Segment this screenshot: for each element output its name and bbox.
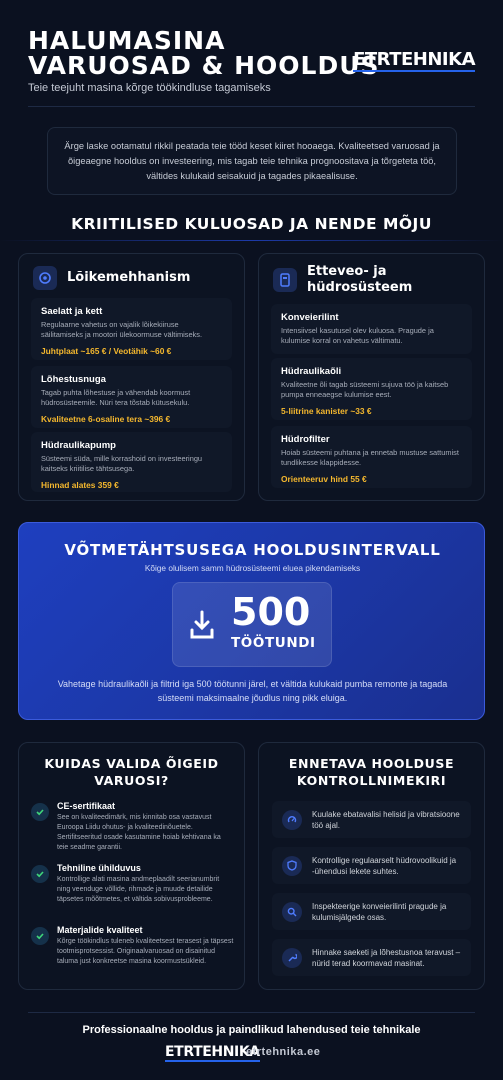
gear-icon [33, 266, 57, 290]
part-item [271, 304, 472, 354]
part-item [31, 298, 232, 360]
checklist-item [272, 939, 471, 976]
feed-card-title: Etteveo- ja hüdrosüsteem [307, 264, 413, 295]
check-icon [31, 803, 49, 821]
part-title: Lõhestusnuga [41, 374, 106, 385]
part-price: Juhtplaat ~165 € / Veotähik ~60 € [41, 346, 172, 356]
part-price: Kvaliteetne 6-osaline tera ~396 € [41, 414, 171, 424]
part-title: Saelatt ja kett [41, 306, 103, 317]
hydraulic-icon [273, 268, 297, 292]
part-item [271, 358, 472, 420]
part-desc: Tagab puhta lõhestuse ja vähendab koormust hüdrosüsteemile. Nüri tera tõstab kütusekulu. [41, 388, 191, 407]
part-price: 5-liitrine kanister ~33 € [281, 406, 372, 416]
criteria-desc: Kõrge töökindlus tuleneb kvaliteetsest terasest ja täpsest tootmisprotsessist. Originaalvaruosad on disainitud taluma just konkreetse masina koormustsükleid. [57, 938, 234, 965]
checklist-item [272, 893, 471, 930]
checklist-title-line-1: ENNETAVA HOOLDUSE [288, 756, 455, 771]
critical-section-title: KRIITILISED KULUOSAD JA NENDE MÕJU [71, 215, 432, 233]
checklist-text: Inspekteerige konveierilinti pragude ja kulumisjälgede osas. [312, 901, 447, 922]
choose-card-title [19, 755, 244, 789]
criteria-item [31, 801, 234, 853]
page-title [28, 28, 408, 78]
part-desc: Hoiab süsteemi puhtana ja ennetab mustuse sattumist tundlikesse klappidesse. [281, 448, 459, 467]
part-desc: Regulaarne vahetus on vajalik lõikekiiruse säilitamiseks ja mootori ülekoormuse vältimiseks. [41, 320, 203, 339]
interval-number: 500 [231, 590, 311, 634]
checklist-card [258, 742, 485, 990]
part-price: Orienteeruv hind 55 € [281, 474, 367, 484]
title-line-2: VARUOSAD & HOOLDUS [28, 51, 380, 80]
interval-box [172, 582, 332, 667]
feed-card [258, 253, 485, 501]
interval-unit: TÖÖTUNDI [231, 635, 316, 651]
criteria-desc: See on kvaliteedimärk, mis kinnitab osa vastavust Euroopa Liidu ohutus- ja kvaliteedinõuetele. Sertifitseeritud osade kasutamine hoiab kehtivana ka teie seadme garantii. [57, 814, 221, 851]
section-divider [0, 240, 503, 241]
part-item [31, 432, 232, 492]
gauge-icon [282, 810, 302, 830]
header [0, 0, 503, 105]
part-desc: Kvaliteetne õli tagab süsteemi sujuva töö ja kaitseb pumpa enneaegse kulumise eest. [281, 380, 449, 399]
criteria-item [31, 863, 234, 905]
wrench-icon [282, 948, 302, 968]
part-item [31, 366, 232, 428]
criteria-item [31, 925, 234, 967]
footer-logo: ETRTEHNIKA [165, 1044, 260, 1060]
interval-highlight [18, 522, 485, 720]
part-title: Hüdrofilter [281, 434, 330, 445]
page-subtitle: Teie teejuht masina kõrge töökindluse tagamiseks [28, 82, 271, 94]
part-title: Hüdraulikaõli [281, 366, 342, 377]
title-line-1: HALUMASINA [28, 26, 226, 55]
interval-title: VÕTMETÄHTSUSEGA HOOLDUSINTERVALL [64, 541, 441, 559]
criteria-title: Materjalide kvaliteet [57, 925, 143, 935]
part-item [271, 426, 472, 488]
part-title: Hüdraulikapump [41, 440, 116, 451]
intro-text: Ärge laske ootamatul rikkil peatada teie tööd keset kiiret hooaega. Kvaliteetsed varuosad ja õigeaegne hooldus on investeering, mis tagab teie tehnika prognoositava ja tõrgeteta töö, vältides kulukaid seisakuid ja tagades pikaealisuse. [47, 127, 457, 195]
shield-icon [282, 856, 302, 876]
interval-desc: Vahetage hüdraulikaõli ja filtrid iga 500 töötunni järel, et vältida kulukaid pumba remonte ja tagada süsteemi maksimaalne jõudlus ning pikk eluiga. [57, 679, 448, 703]
checklist-text: Hinnake saeketi ja lõhestusnoa teravust – nürid terad koormavad masinat. [312, 947, 461, 968]
download-icon [189, 609, 215, 646]
check-icon [31, 927, 49, 945]
checklist-text: Kontrollige regulaarselt hüdrovoolikuid ja -ühendusi lekete suhtes. [312, 855, 457, 876]
check-icon [31, 865, 49, 883]
footer-divider [28, 1012, 475, 1013]
cutting-card [18, 253, 245, 501]
criteria-title: CE-sertifikaat [57, 801, 116, 811]
checklist-card-title [259, 755, 484, 789]
part-desc: Intensiivsel kasutusel olev kuluosa. Pragude ja kulumise korral on vahetus vältimatu. [281, 326, 434, 345]
checklist-text: Kuulake ebatavalisi helisid ja vibratsioone töö ajal. [312, 809, 460, 830]
search-icon [282, 902, 302, 922]
criteria-desc: Kontrollige alati masina andmeplaadilt seerianumbrit ning veenduge võllide, rihmade ja muude detailide täpsetes mõõtmetes, et vältida sobivusprobleeme. [57, 876, 220, 903]
part-price: Hinnad alates 359 € [41, 480, 119, 490]
interval-subtitle: Kõige olulisem samm hüdrosüsteemi eluea pikendamiseks [144, 563, 361, 573]
checklist-item [272, 801, 471, 838]
footer-tagline: Professionaalne hooldus ja paindlikud lahendused teie tehnikale [82, 1024, 421, 1036]
checklist-item [272, 847, 471, 884]
choose-title-line-2: VARUOSI? [94, 773, 169, 788]
brand-logo: ETRTEHNIKA [353, 49, 475, 70]
part-desc: Süsteemi süda, mille korrashoid on investeeringu kaitseks kriitilise tähtsusega. [41, 454, 203, 473]
part-title: Konveierilint [281, 312, 339, 323]
choose-card [18, 742, 245, 990]
checklist-title-line-2: KONTROLLNIMEKIRI [296, 773, 447, 788]
divider [28, 106, 475, 107]
criteria-title: Tehniline ühilduvus [57, 863, 141, 873]
choose-title-line-1: KUIDAS VALIDA ÕIGEID [44, 756, 219, 771]
footer-url[interactable]: etrtehnika.ee [246, 1046, 321, 1058]
cutting-card-title: Lõikemehhanism [67, 270, 191, 285]
